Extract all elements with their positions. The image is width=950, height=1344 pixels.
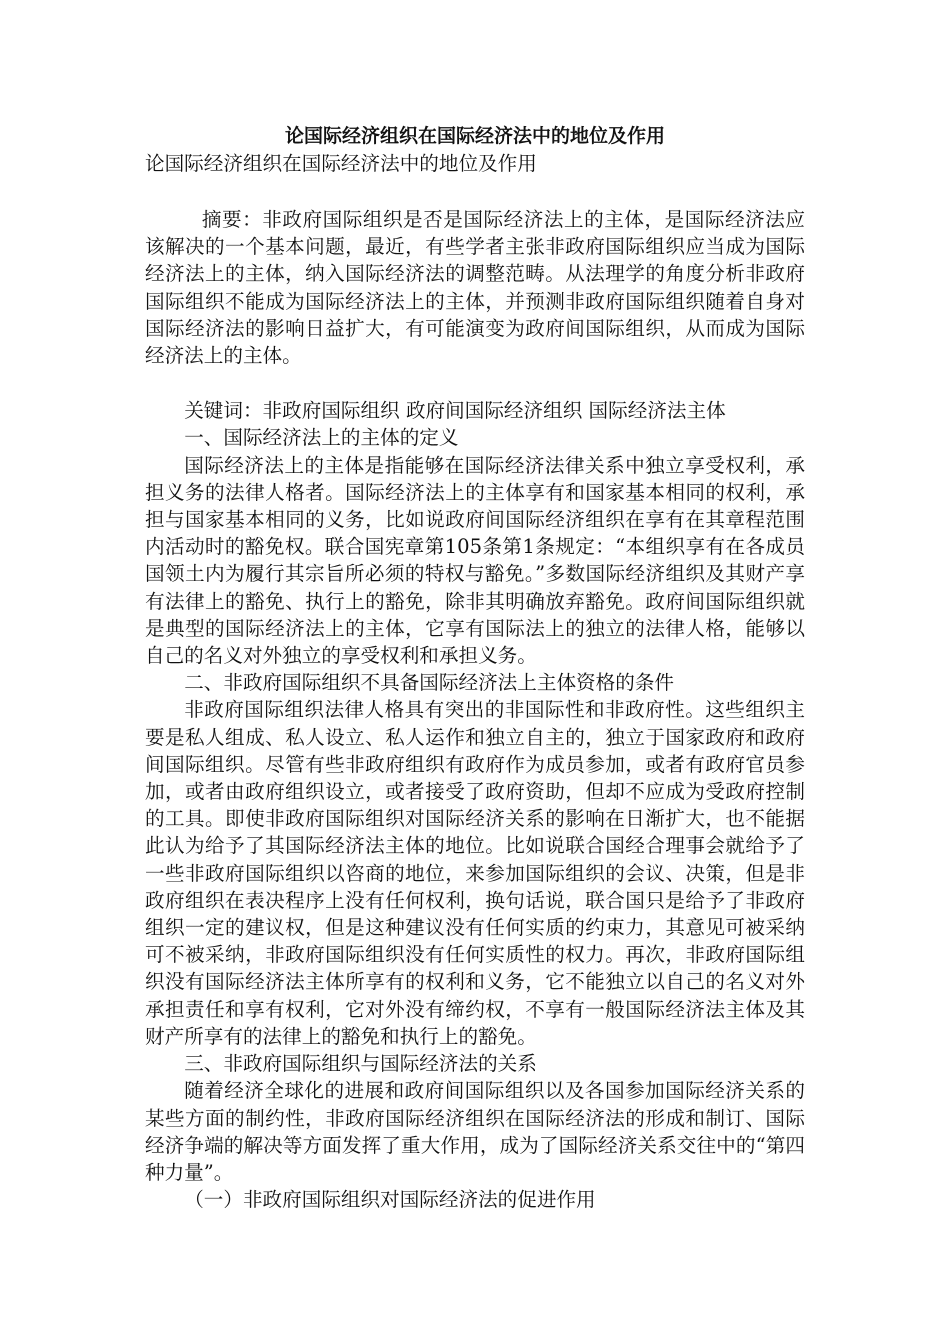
document-subtitle: 论国际经济组织在国际经济法中的地位及作用 — [145, 152, 537, 175]
section-2-heading: 二、非政府国际组织不具备国际经济法上主体资格的条件 — [184, 671, 675, 695]
section-3-body: 随着经济全球化的进展和政府间国际组织以及各国参加国际经济关系的某些方面的制约性，非政府国际经济组织在国际经济法的形成和制订、国际经济争端的解决等方面发挥了重大作用，成为了国际经济关系交往中的“第四种力量”。 — [145, 1079, 805, 1184]
abstract-paragraph: 摘要：非政府国际组织是否是国际经济法上的主体，是国际经济法应该解决的一个基本问题，最近，有些学者主张非政府国际组织应当成为国际经济法上的主体，纳入国际经济法的调整范畴。从法理学的角度分析非政府国际组织不能成为国际经济法上的主体，并预测非政府国际组织随着自身对国际经济法的影响日益扩大，有可能演变为政府间国际组织，从而成为国际经济法上的主体。 — [145, 208, 805, 368]
document-page — [145, 122, 805, 1213]
section-3-heading: 三、非政府国际组织与国际经济法的关系 — [184, 1052, 537, 1076]
section-1-heading: 一、国际经济法上的主体的定义 — [184, 426, 459, 450]
document-title: 论国际经济组织在国际经济法中的地位及作用 — [284, 125, 665, 147]
subsection-1-heading: （一）非政府国际组织对国际经济法的促进作用 — [184, 1188, 596, 1212]
keywords-paragraph: 关键词：非政府国际组织 政府间国际经济组织 国际经济法主体 — [184, 399, 726, 423]
section-2-body: 非政府国际组织法律人格具有突出的非国际性和非政府性。这些组织主要是私人组成、私人设立、私人运作和独立自主的，独立于国家政府和政府间国际组织。尽管有些非政府组织有政府作为成员参加，或者有政府官员参加，或者由政府组织设立，或者接受了政府资助，但却不应成为受政府控制的工具。即使非政府国际组织对国际经济关系的影响在日渐扩大，也不能据此认为给予了其国际经济法主体的地位。比如说联合国经合理事会就给予了一些非政府国际组织以咨商的地位，来参加国际组织的会议、决策，但是非政府组织在表决程序上没有任何权利，换句话说，联合国只是给予了非政府组织一定的建议权，但是这种建议没有任何实质的约束力，其意见可被采纳可不被采纳，非政府国际组织没有任何实质性的权力。再次，非政府国际组织没有国际经济法主体所享有的权利和义务，它不能独立以自己的名义对外承担责任和享有权利，它对外没有缔约权，不享有一般国际经济法主体及其财产所享有的法律上的豁免和执行上的豁免。 — [145, 698, 805, 1048]
section-1-body: 国际经济法上的主体是指能够在国际经济法律关系中独立享受权利，承担义务的法律人格者。国际经济法上的主体享有和国家基本相同的权利，承担与国家基本相同的义务，比如说政府间国际经济组织在享有在其章程范围内活动时的豁免权。联合国宪章第105条第1条规定：“本组织享有在各成员国领土内为履行其宗旨所必须的特权与豁免。”多数国际经济组织及其财产享有法律上的豁免、执行上的豁免，除非其明确放弃豁免。政府间国际组织就是典型的国际经济法上的主体，它享有国际法上的独立的法律人格，能够以自己的名义对外独立的享受权利和承担义务。 — [145, 453, 805, 668]
